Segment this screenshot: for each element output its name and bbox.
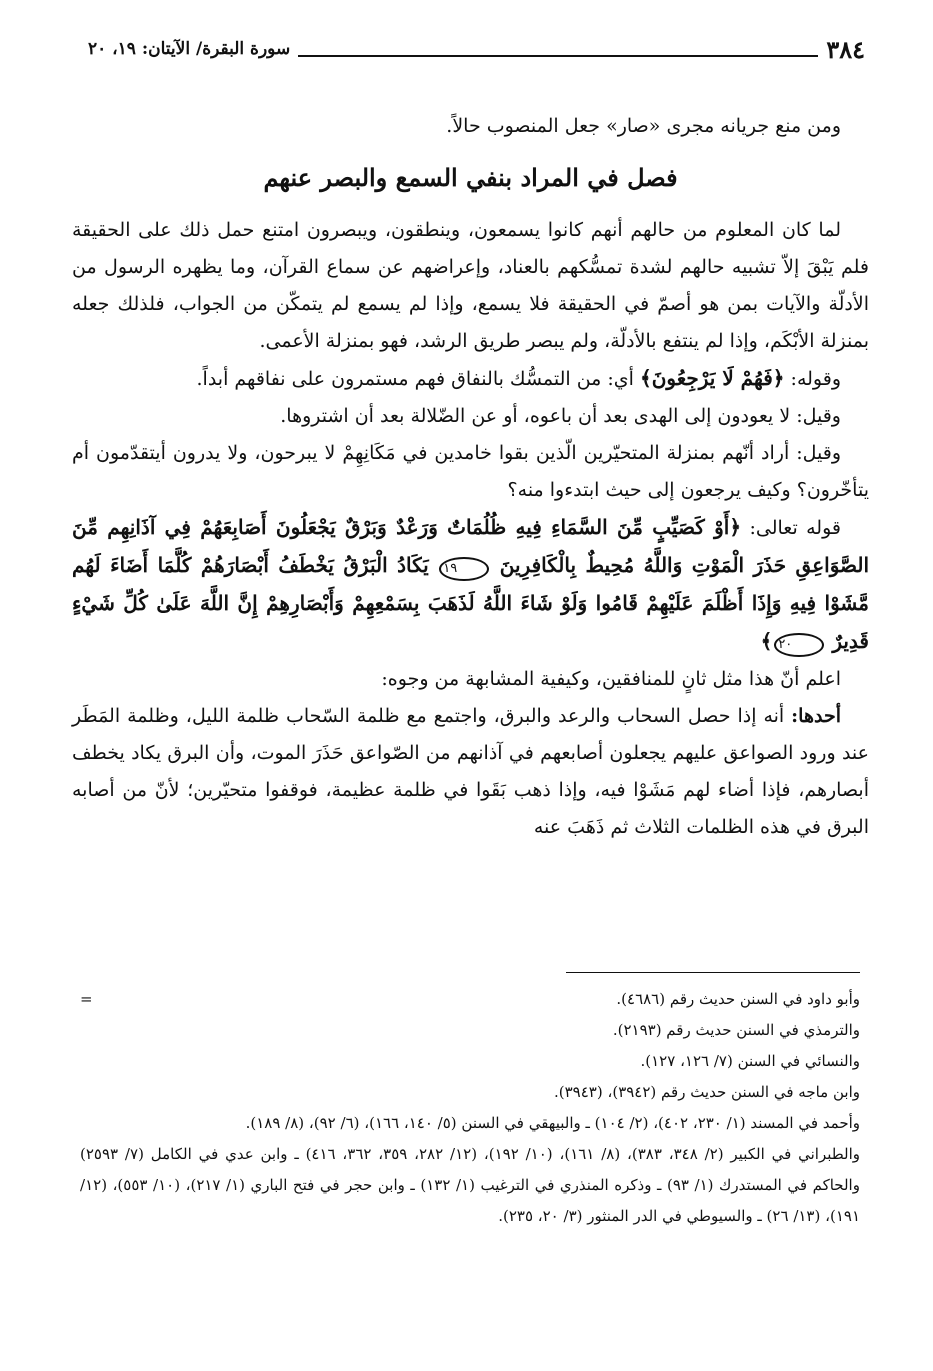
verse-lead: قوله تعالى: (741, 517, 841, 539)
header-rule (298, 41, 818, 57)
paragraph-second-parable: اعلم أنّ هذا مثل ثانٍ للمنافقين، وكيفية المشابهة من وجوه: (381, 668, 841, 690)
paragraph-opinion-one: وقيل: لا يعودون إلى الهدى بعد أن باعوه، أو عن الضّلالة بعد أن اشتروها. (280, 405, 841, 427)
footnote-line: وأحمد في المسند (١/ ٢٣٠، ٤٠٢)، (٢/ ١٠٤) ـ والبيهقي في السنن (٥/ ١٤٠، ١٦٦)، (٦/ ٩٢)، (٨/ ١٨٩). (245, 1114, 860, 1132)
aspect-label: أحدها: (791, 705, 841, 727)
footnote-line (80, 984, 860, 1015)
footnote-line: والنسائي في السنن (٧/ ١٢٦، ١٢٧). (640, 1052, 860, 1070)
footnotes (80, 984, 860, 1232)
footnote-separator (566, 972, 860, 973)
running-title: سورة البقرة/ الآيتان: ١٩، ٢٠ (88, 39, 291, 59)
running-header (88, 34, 865, 64)
footnote-continuation-marker: = (80, 990, 93, 1008)
footnote-line: والطبراني في الكبير (٢/ ٣٤٨، ٣٨٣)، (٨/ ١٦١)، (١٠/ ١٩٢)، (١٢/ ٢٨٢، ٣٥٩، ٣٦٢، ٤١٦) ـ وابن عدي في الكامل (٧/ ٢٥٩٣) والحاكم في المستدرك (١/ ٩٣) ـ وذكره المنذري في الترغيب (١/ ١٣٢) ـ وابن حجر في فتح الباري (١/ ٢١٧)، (١٠/ ٥٥٣)، (١٢/ ١٩١)، (١٣/ ٢٦) ـ والسيوطي في الدر المنثور (٣/ ٢٠، ٢٣٥). (80, 1145, 861, 1225)
quran-close-bracket: ﴾ (760, 629, 773, 653)
paragraph-opinion-two: وقيل: أراد أنّهم بمنزلة المتحيّرين الّذين بقوا خامدين في مَكَانِهِمْ لا يبرحون، ولا يدرون أيتقدّمون أم يتأخّرون؟ وكيف يرجعون إلى حيث ابتدءوا منه؟ (72, 442, 869, 501)
paragraph-first-aspect (72, 698, 869, 846)
quran-quote: ﴿فَهُمْ لَا يَرْجِعُونَ﴾ (640, 366, 785, 390)
paragraph-they-return (72, 360, 869, 398)
footnote-continuation-text: وأبو داود في السنن حديث رقم (٤٦٨٦). (616, 990, 860, 1008)
quran-verse-20: يَكَادُ الْبَرْقُ يَخْطَفُ أَبْصَارَهُمْ كُلَّمَا أَضَاءَ لَهُم مَّشَوْا فِيهِ وَإِذَا أَظْلَمَ عَلَيْهِمْ قَامُوا وَلَوْ شَاءَ اللَّهُ لَذَهَبَ بِسَمْعِهِمْ وَأَبْصَارِهِمْ إِنَّ اللَّهَ عَلَىٰ كُلِّ شَيْءٍ قَدِيرٌ (72, 553, 869, 653)
page-number: ٣٨٤ (826, 34, 865, 64)
section-heading: فصل في المراد بنفي السمع والبصر عنهم (263, 163, 678, 192)
intro-paragraph-block (72, 108, 869, 145)
paragraph-intro: ومن منع جريانه مجرى «صار» جعل المنصوب حالاً. (446, 115, 841, 137)
paragraph-hearing-sight: لما كان المعلوم من حالهم أنهم كانوا يسمعون، وينطقون، ويبصرون امتنع حمل ذلك على الحقيقة فلم يَبْقَ إلاّ تشبيه حالهم لشدة تمسُّكهم بالعناد، وإعراضهم عن سماع القرآن، وما يظهره الرسول من الأدلّة والآيات بمن هو أصمّ في الحقيقة فلا يسمع، وإذا لم يسمع لم يتمكّن من الجواب، فلذلك جعله بمنزلة الأبْكَم، وإذا لم ينتفع بالأدلّة، ولم يبصر طريق الرشد، فهو بمنزلة الأعمى. (72, 219, 869, 352)
ayah-number-marker: ١٩ (439, 557, 489, 581)
footnote-line: والترمذي في السنن حديث رقم (٢١٩٣). (612, 1021, 860, 1039)
quran-verse-19: ﴿أَوْ كَصَيِّبٍ مِّنَ السَّمَاءِ فِيهِ ظُلُمَاتٌ وَرَعْدٌ وَبَرْقٌ يَجْعَلُونَ أَصَابِعَهُمْ فِي آذَانِهِم مِّنَ الصَّوَاعِقِ حَذَرَ الْمَوْتِ وَاللَّهُ مُحِيطٌ بِالْكَافِرِينَ (72, 515, 870, 577)
aspect-text: أنه إذا حصل السحاب والرعد والبرق، واجتمع مع ظلمة السّحاب ظلمة الليل، وظلمة المَطَر عند ورود الصواعق عليهم يجعلون أصابعهم في آذانهم من الصّواعق حَذَرَ الموت، وأن البرق يكاد يخطف أبصارهم، فإذا أضاء لهم مَشَوْا فيه، وإذا ذهب بَقَوا في ظلمة عظيمة، فوقفوا متحيّرين؛ لأنّ من أصابه البرق في هذه الظلمات الثلاث ثم ذَهَبَ عنه (72, 705, 869, 838)
main-text-block (72, 212, 869, 846)
ayah-number-marker: ٢٠ (774, 633, 824, 657)
paragraph-verse (72, 509, 869, 661)
paragraph-rest: أي: من التمسُّك بالنفاق فهم مستمرون على نفاقهم أبداً. (196, 368, 640, 390)
footnote-line: وابن ماجه في السنن حديث رقم (٣٩٤٢)، (٣٩٤٣). (554, 1083, 860, 1101)
paragraph-lead: وقوله: (784, 368, 841, 390)
